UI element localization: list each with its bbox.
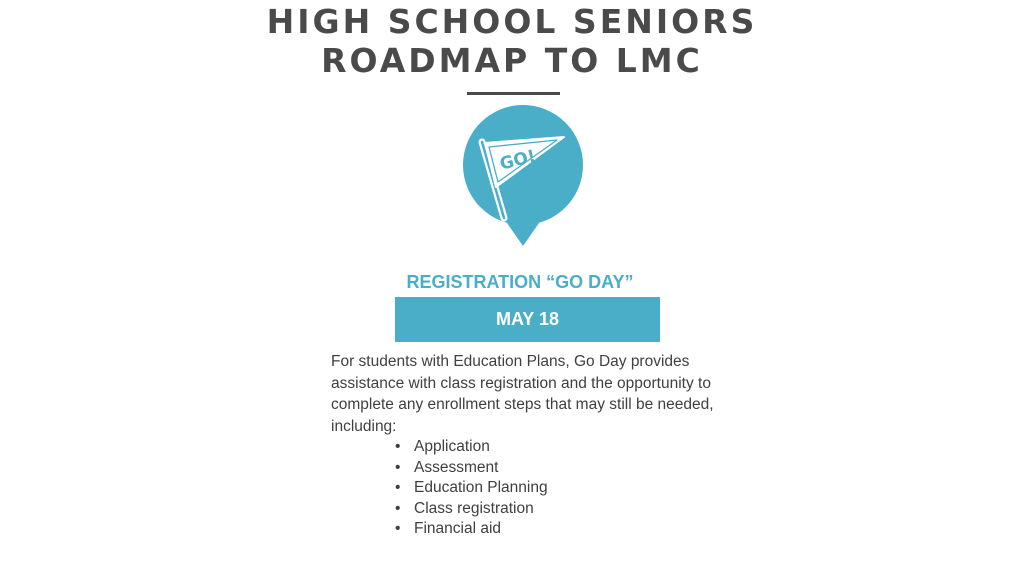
bullet-icon: • <box>395 438 401 455</box>
list-item-label: Application <box>414 438 490 455</box>
title-divider <box>467 92 560 95</box>
enrollment-steps-list <box>395 437 548 540</box>
list-item-label: Class registration <box>414 499 534 517</box>
bullet-icon: • <box>395 499 401 517</box>
bullet-icon: • <box>395 520 401 537</box>
list-item <box>395 499 548 520</box>
list-item-label: Financial aid <box>414 520 502 537</box>
page-title-line-1: HIGH SCHOOL SENIORS <box>266 2 758 41</box>
pennant-text: GO! <box>497 146 538 175</box>
list-item-label: Education Planning <box>414 479 548 496</box>
page-title-line-2: ROADMAP TO LMC <box>321 41 703 80</box>
list-item <box>395 437 548 458</box>
page-title <box>0 2 1024 80</box>
event-description: For students with Education Plans, Go Day provides assistance with class registration and the opportunity to complete any enrollment steps that may still be needed, including: <box>331 353 714 435</box>
list-item <box>395 519 548 540</box>
list-item <box>395 478 548 499</box>
bullet-icon: • <box>395 458 401 476</box>
event-date-banner: MAY 18 <box>395 297 660 342</box>
bullet-icon: • <box>395 479 401 496</box>
event-title: REGISTRATION “GO DAY” <box>406 272 634 292</box>
list-item-label: Assessment <box>414 458 499 476</box>
list-item <box>395 458 548 479</box>
map-pin-icon <box>463 105 583 246</box>
map-pin-badge <box>460 105 586 247</box>
